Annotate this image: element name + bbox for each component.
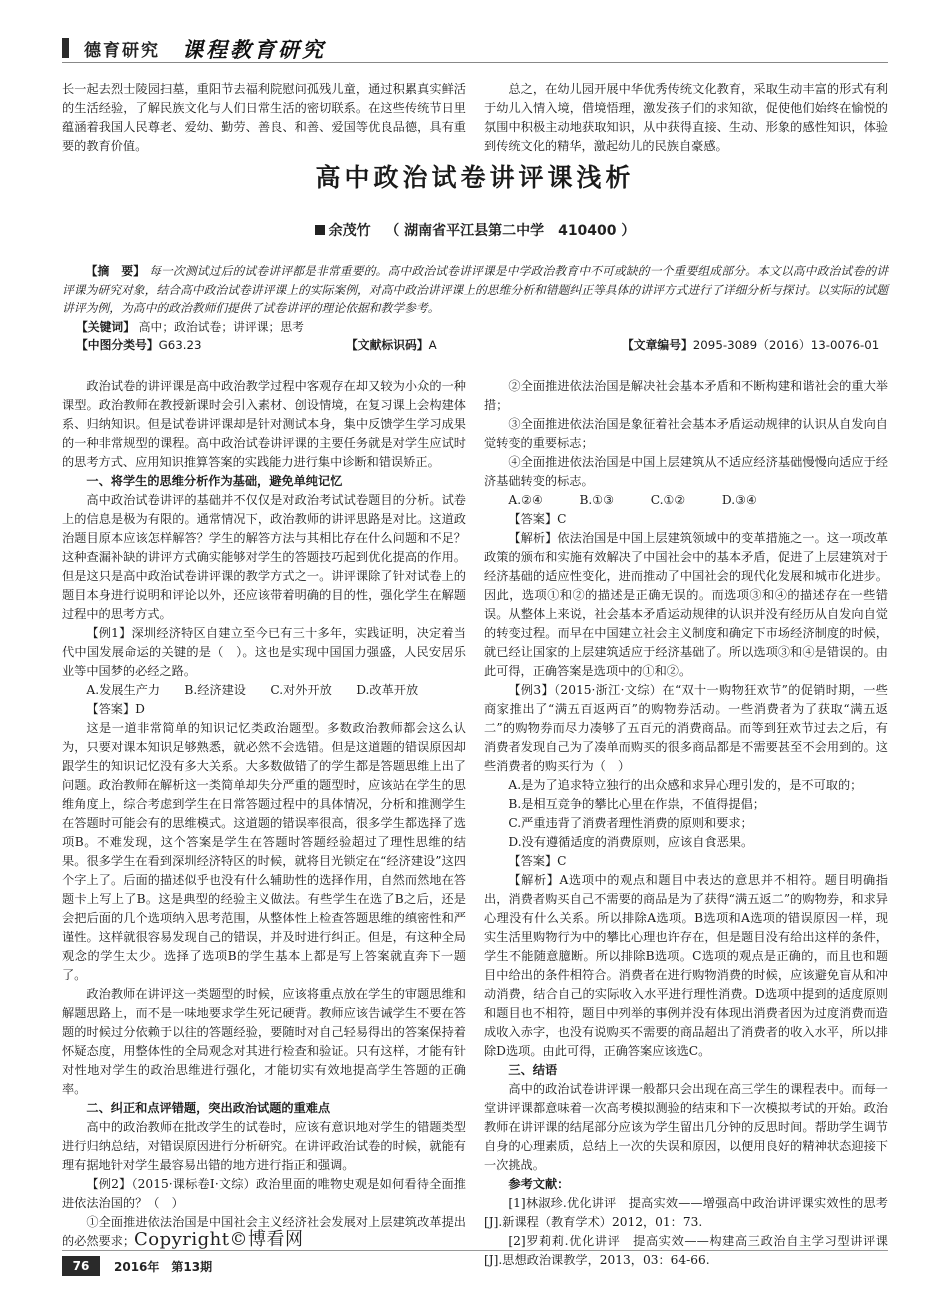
- analysis-paragraph: 【解析】依法治国是中国上层建筑领域中的变革措施之一。这一项改革政策的颁布和实施有效解决了中国社会中的基本矛盾，促进了上层建筑对于经济基础的适应性变化，进而推动了中国社会的现代化发展和城市化进步。因此，选项①和②的描述是正确无误的。而选项③和④的描述存在一些错误。从整体上来说，社会基本矛盾运动规律的认识并没有经历从自发向自觉的转变过程。而早在中国建立社会主义制度和确定下市场经济制度的时候，就已经让国家的上层建筑适应于经济基础了。所以选项③和④是错误的。由此可得，正确答案是选项中的①和②。: [484, 531, 888, 678]
- page-header: [0, 0, 950, 66]
- answer-line: 【答案】C: [508, 512, 567, 526]
- page-number: 76: [62, 1256, 100, 1276]
- section-name: 德育研究: [84, 41, 160, 61]
- paragraph: 高中的政治教师在批改学生的试卷时，应该有意识地对学生的错题类型进行归纳总结，对错误原因进行分析研究。在讲评政治试卷的时候，就能有理有据地针对学生最容易出错的地方进行指正和强调。: [62, 1120, 466, 1172]
- article-title: 高中政治试卷讲评课浅析: [315, 163, 635, 192]
- article-no-value: 2095-3089（2016）13-0076-01: [692, 338, 880, 352]
- answer-option: D.没有遵循适度的消费原则，应该自食恶果。: [508, 835, 754, 849]
- paragraph: 总之，在幼儿园开展中华优秀传统文化教育，采取生动丰富的形式有利于幼儿入情入境，借境悟理，激发孩子们的求知欲，促使他们始终在愉悦的氛围中积极主动地获取知识，从中获得直接、生动、形象的感性知识，体验到传统文化的精华，激起幼儿的民族自豪感。: [484, 82, 888, 153]
- paragraph: 高中的政治试卷讲评课一般都只会出现在高三学生的课程表中。而每一堂讲评课都意味着一次高考模拟测验的结束和下一次模拟考试的开始。政治教师在讲评课的结尾部分应该为学生留出几分钟的反思时间。帮助学生调节自身的心理素质，总结上一次的失误和原因，以便用良好的精神状态迎接下一次挑战。: [484, 1082, 888, 1172]
- body-column-right: [484, 377, 888, 1270]
- body-column-left: [62, 377, 466, 1251]
- question-statement: ③全面推进依法治国是象征着社会基本矛盾运动规律的认识从自发向自觉转变的重要标志；: [484, 417, 888, 450]
- question-statement: ②全面推进依法治国是解决社会基本矛盾和不断构建和谐社会的重大举措；: [484, 379, 888, 412]
- answer-line: 【答案】D: [86, 702, 145, 716]
- issue-label: 2016年 第13期: [114, 1260, 213, 1274]
- answer-option: A.是为了追求特立独行的出众感和求异心理引发的，是不可取的；: [508, 778, 863, 792]
- question-statement: ①全面推进依法治国是中国社会主义经济社会发展对上层建筑改革提出的必然要求；: [62, 1215, 466, 1248]
- doc-code-value: A: [428, 338, 437, 352]
- article-number: [622, 336, 879, 353]
- paragraph: 这是一道非常简单的知识记忆类政治题型。多数政治教师都会这么认为，只要对课本知识足够熟悉，就必然不会选错。但是这道题的错误原因却跟学生的知识记忆没有多大关系。大多数做错了的学生都是答题思维上出了问题。政治教师在解析这一类简单却失分严重的题型时，应该站在学生的思维角度上，综合考虑到学生在日常答题过程中的具体情况，分析和推测学生在答题时可能会有的思维模式。这道题的错误率很高，很多学生都选择了选项B。不难发现，这个答案是学生在答题时答题经验超过了理性思维的结果。很多学生在看到深圳经济特区的时候，就将目光锁定在“经济建设”这四个字上了。后面的描述似乎也没有什么辅助性的选择作用，自然而然地在答题卡上写上了B。这是典型的经验主义做法。有些学生在选了B之后，还是会把后面的几个选项纳入思考范围，从整体性上检查答题思维的缜密性和严谨性。这样就很容易发现自己的错误，并及时进行纠正。但是，有这种全局观念的学生太少。选择了选项B的学生基本上都是写上答案就直奔下一题了。: [62, 721, 466, 982]
- previous-article-end-left: [62, 80, 466, 156]
- analysis-paragraph: 【解析】A选项中的观点和题目中表达的意思并不相符。题目明确指出，消费者购买自己不需要的商品是为了获得“满五返二”的购物券，和求异心理没有什么关系。所以排除A选项。B选项和A选项的错误原因一样，现实生活里购物行为中的攀比心理也许存在，但是题目没有给出这样的条件，学生不能随意臆断。所以排除B选项。C选项的观点是正确的，而且也和题目中给出的条件相符合。消费者在进行购物消费的时候，应该避免盲从和冲动消费，结合自己的实际收入水平进行理性消费。D选项中提到的适度原则和题目也不相符，题目中列举的事例并没有体现出消费者因为过度消费而造成收入赤字，也没有说购买不需要的商品超出了消费者的收入水平，所以排除D选项。由此可得，正确答案应该选C。: [484, 873, 888, 1058]
- answer-options: A.发展生产力 B.经济建设 C.对外开放 D.改革开放: [86, 683, 419, 697]
- reference-item: [1]林淑珍.优化讲评 提高实效——增强高中政治讲评课实效性的思考[J].新课程（教育学术）2012，01：73.: [484, 1196, 888, 1229]
- article-no-label: 【文章编号】: [622, 338, 693, 352]
- footer-divider: [62, 1250, 888, 1251]
- abstract-label: 【摘 要】: [85, 264, 146, 278]
- square-bullet-icon: [315, 225, 325, 235]
- document-code: [346, 336, 437, 353]
- paragraph: 长一起去烈士陵园扫墓，重阳节去福利院慰问孤残儿童，通过积累真实鲜活的生活经验，了解民族文化与人们日常生活的密切联系。在这些传统节日里蕴涵着我国人民尊老、爱幼、勤劳、善良、和善、爱国等优良品德，具有重要的教育价值。: [62, 82, 466, 153]
- section-heading: 二、纠正和点评错题，突出政治试题的重难点: [86, 1101, 331, 1115]
- copyright-watermark: Copyright©博看网: [134, 1229, 304, 1250]
- author-name: 余茂竹: [328, 223, 371, 239]
- author-line: [0, 220, 950, 240]
- answer-option: B.是相互竞争的攀比心里在作祟，不值得提倡；: [508, 797, 765, 811]
- paragraph: 高中政治试卷讲评的基础并不仅仅是对政治考试试卷题目的分析。试卷上的信息是极为有限的。通常情况下，政治教师的讲评思路是对比。这道政治题目原本应该怎样解答？学生的解答方法与其相比存在什么问题和不足？这种查漏补缺的讲评方式确实能够对学生的答题技巧起到优化提高的作用。但是这只是高中政治试卷讲评课的教学方式之一。讲评课除了针对试卷上的题目本身进行说明和评论以外，还应该带着明确的目的性，强化学生在解题过程中的思考方式。: [62, 493, 466, 621]
- doc-code-label: 【文献标识码】: [346, 338, 429, 352]
- author-affiliation: （ 湖南省平江县第二中学 410400 ）: [385, 223, 636, 239]
- reference-item: [2]罗莉莉.优化讲评 提高实效——构建高三政治自主学习型讲评课[J].思想政治课教学，2013，03：64-66.: [484, 1234, 888, 1267]
- section-heading: 一、将学生的思维分析作为基础，避免单纯记忆: [86, 474, 343, 488]
- keywords-label: 【关键词】: [76, 319, 135, 334]
- paragraph: 政治试卷的讲评课是高中政治教学过程中客观存在却又较为小众的一种课型。政治教师在教授新课时会引入素材、创设情境，在复习课上会构建体系、归纳知识。但是试卷讲评课却是针对测试本身，集中反馈学生学习成果的一种非常规型的课程。高中政治试卷讲评课的主要任务就是对学生应试时的思考方式、应用知识推算答案的实践能力进行集中诊断和错误矫正。: [62, 379, 466, 469]
- clc-value: G63.23: [158, 338, 202, 352]
- previous-article-end-right: [484, 80, 888, 156]
- paragraph: 政治教师在讲评这一类题型的时候，应该将重点放在学生的审题思维和解题思路上，而不是一味地要求学生死记硬背。教师应该告诫学生不要在答题的时候过分依赖于以往的答题经验，要随时对自己轻易得出的答案保持着怀疑态度，用整体性的全局观念对其进行检查和验证。只有这样，才能有针对性地对学生的政治思维进行强化，才能切实有效地提高学生答题的正确率。: [62, 987, 466, 1096]
- abstract-text: 每一次测试过后的试卷讲评都是非常重要的。高中政治试卷讲评课是中学政治教育中不可或缺的一个重要组成部分。本文以高中政治试卷的讲评课为研究对象，结合高中政治试卷讲评课上的实际案例，对高中政治讲评课上的思维分析和错题纠正等具体的讲评方式进行了详细分析与探讨。以实际的试题讲评为例，为高中的政治教师们提供了试卷讲评的理论依据和教学参考。: [62, 264, 888, 315]
- header-divider: [62, 62, 888, 63]
- header-bar-mark: [62, 38, 69, 58]
- section-heading: 三、结语: [508, 1063, 558, 1077]
- example-question: 【例2】（2015·课标卷Ⅰ·文综）政治里面的唯物史观是如何看待全面推进依法治国的？（ ）: [62, 1177, 466, 1210]
- references-heading: 参考文献：: [508, 1177, 570, 1191]
- journal-name: 课程教育研究: [182, 37, 326, 62]
- answer-options: A.②④ B.①③ C.①② D.③④: [508, 493, 757, 507]
- clc-label: 【中图分类号】: [76, 338, 159, 352]
- keywords-text: 高中；政治试卷；讲评课；思考: [138, 319, 304, 334]
- question-statement: ④全面推进依法治国是中国上层建筑从不适应经济基础慢慢向适应于经济基础转变的标志。: [484, 455, 888, 488]
- answer-option: C.严重违背了消费者理性消费的原则和要求；: [508, 816, 753, 830]
- clc-number: [76, 336, 202, 353]
- abstract-block: [62, 262, 888, 336]
- answer-line: 【答案】C: [508, 854, 567, 868]
- example-question: 【例1】深圳经济特区自建立至今已有三十多年，实践证明，决定着当代中国发展命运的关键的是（ ）。这也是实现中国国力强盛，人民安居乐业等中国梦的必经之路。: [62, 626, 466, 678]
- example-question: 【例3】（2015·浙江·文综）在“双十一购物狂欢节”的促销时期，一些商家推出了“满五百返两百”的购物券活动。一些消费者为了获取“满五返二”的购物券而尽力凑够了五百元的消费商品。而等到狂欢节过去之后，有消费者发现自己为了凑单而购买的很多商品都是不需要甚至不会用到的。这些消费者的购买行为（ ）: [484, 683, 888, 773]
